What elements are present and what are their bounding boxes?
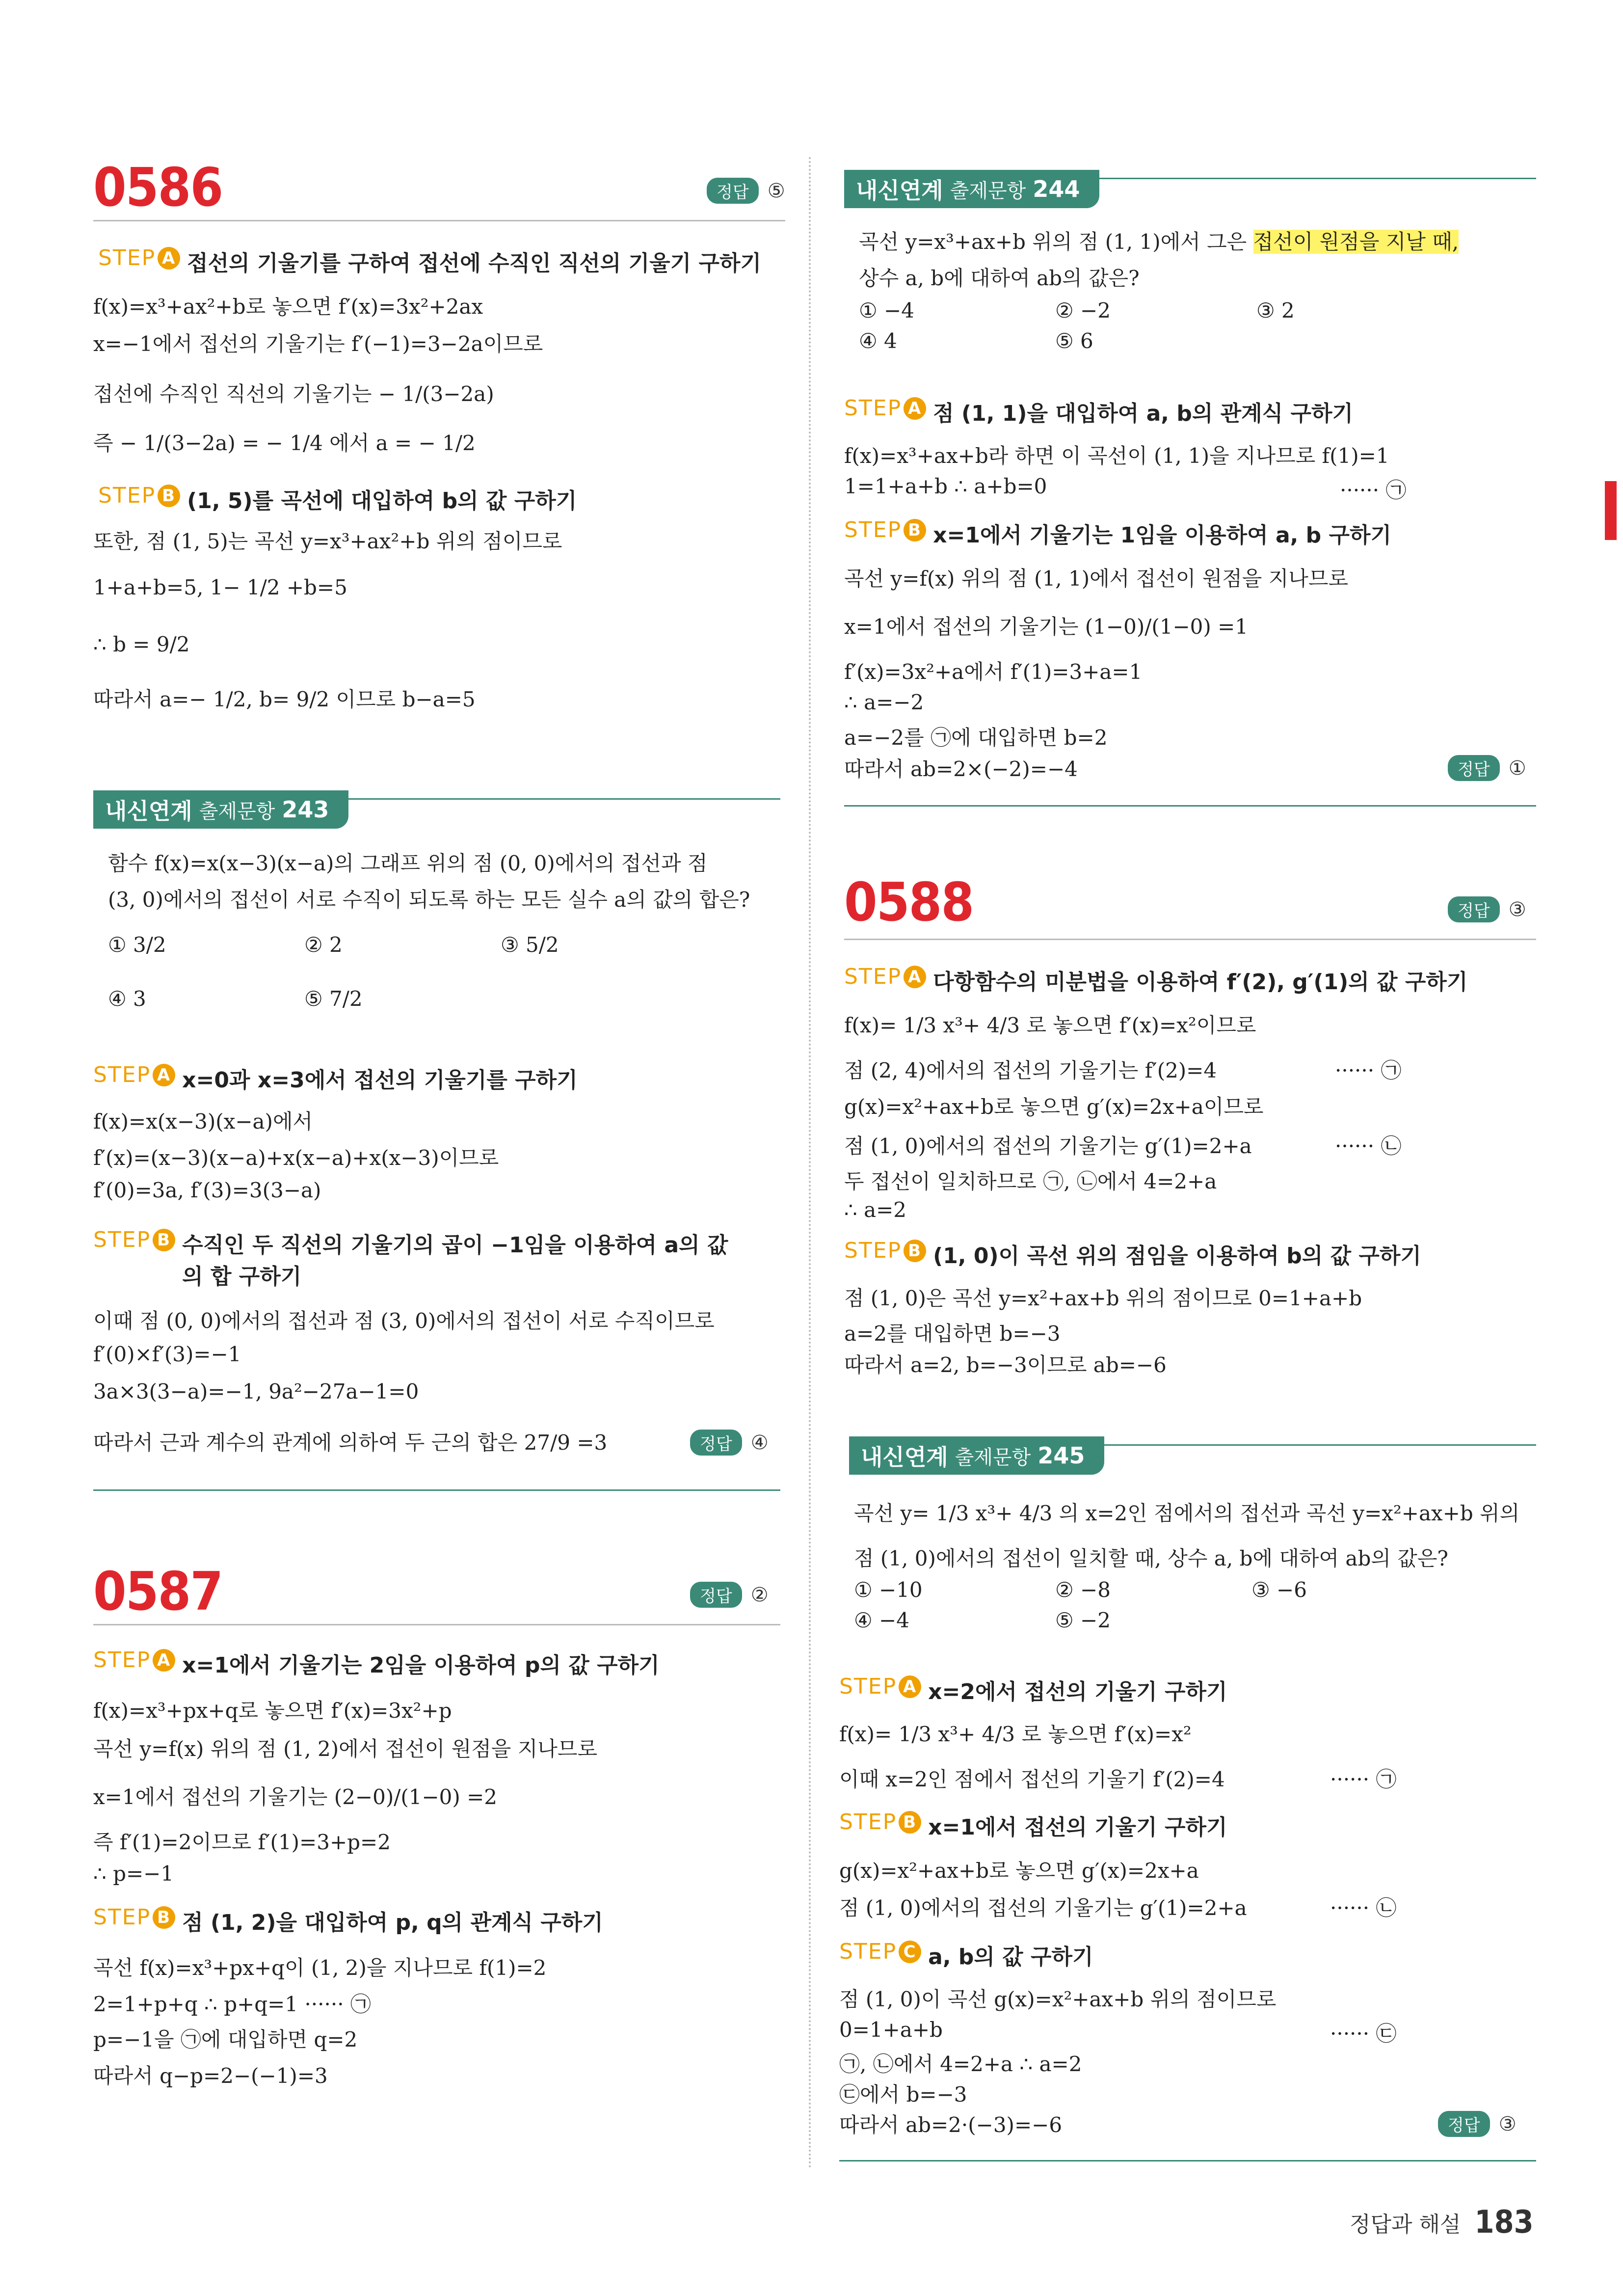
step-heading: STEP B (1, 5)를 곡선에 대입하여 b의 값 구하기	[98, 483, 577, 513]
step-heading: STEP B x=1에서 기울기는 1임을 이용하여 a, b 구하기	[844, 517, 1391, 548]
solution-line: 두 접선이 일치하므로 ㉠, ㉡에서 4=2+a	[844, 1169, 1217, 1193]
problem-text: 상수 a, b에 대하여 ab의 값은?	[859, 266, 1140, 290]
solution-line: 따라서 ab=2×(−2)=−4	[844, 757, 1078, 781]
solution-marker: ······ ㉠	[1330, 1767, 1397, 1791]
solution-line: 따라서 a=2, b=−3이므로 ab=−6	[844, 1353, 1167, 1377]
step-heading: STEP A x=2에서 접선의 기울기 구하기	[839, 1674, 1227, 1704]
choice: ③ −6	[1251, 1578, 1307, 1602]
section-rule	[93, 1624, 780, 1625]
choice: ⑤ 6	[1055, 329, 1093, 353]
solution-line: p=−1을 ㉠에 대입하면 q=2	[93, 2027, 358, 2052]
section-rule	[849, 1444, 1536, 1446]
solution-line: a=−2를 ㉠에 대입하면 b=2	[844, 726, 1108, 750]
choice: ⑤ −2	[1055, 1608, 1111, 1632]
solution-line: 곡선 y=f(x) 위의 점 (1, 2)에서 접선이 원점을 지나므로	[93, 1737, 598, 1761]
solution-line: 3a×3(3−a)=−1, 9a²−27a−1=0	[93, 1379, 419, 1404]
solution-line: 점 (1, 0)에서의 접선의 기울기는 g′(1)=2+a	[839, 1896, 1247, 1920]
solution-line: ∴ a=2	[844, 1198, 907, 1222]
solution-line: ∴ a=−2	[844, 690, 924, 714]
answer-tag: 정답	[707, 178, 759, 204]
section-rule	[844, 939, 1536, 940]
answer-badge: 정답 ④	[690, 1430, 769, 1456]
answer-value: ⑤	[767, 179, 785, 202]
solution-marker: ······ ㉡	[1335, 1134, 1402, 1158]
choice: ① −10	[854, 1578, 923, 1602]
answer-badge: 정답 ③	[1438, 2111, 1517, 2137]
section-rule	[93, 220, 785, 221]
answer-badge: 정답 ③	[1448, 896, 1526, 922]
choice: ③ 5/2	[501, 933, 559, 957]
section-rule	[93, 1489, 780, 1491]
solution-line: 곡선 y=f(x) 위의 점 (1, 1)에서 접선이 원점을 지나므로	[844, 567, 1349, 591]
solution-line: x=1에서 접선의 기울기는 (1−0)/(1−0) =1	[844, 615, 1249, 639]
solution-marker: ······ ㉠	[1340, 478, 1407, 502]
section-rule	[844, 178, 1536, 179]
solution-marker: ······ ㉠	[1335, 1058, 1402, 1082]
linked-problem-title: 내신연계 출제문항 244	[844, 170, 1099, 208]
problem-text: 함수 f(x)=x(x−3)(x−a)의 그래프 위의 점 (0, 0)에서의 접선과 점	[108, 851, 708, 875]
solution-line: 따라서 ab=2·(−3)=−6	[839, 2113, 1063, 2137]
solution-line: f(x)= 1/3 x³+ 4/3 로 놓으면 f′(x)=x²이므로	[844, 1013, 1256, 1037]
problem-number: 0587	[93, 1561, 223, 1622]
solution-line: 0=1+a+b	[839, 2018, 943, 2042]
section-rule	[844, 805, 1536, 807]
footer-label: 정답과 해설	[1350, 2212, 1461, 2237]
solution-line: 즉 f′(1)=2이므로 f′(1)=3+p=2	[93, 1830, 391, 1854]
solution-line: x=1에서 접선의 기울기는 (2−0)/(1−0) =2	[93, 1785, 498, 1809]
step-heading: STEP A x=1에서 기울기는 2임을 이용하여 p의 값 구하기	[93, 1648, 660, 1678]
choice: ② −8	[1055, 1578, 1111, 1602]
solution-line: 점 (2, 4)에서의 접선의 기울기는 f′(2)=4	[844, 1058, 1217, 1082]
solution-line: 점 (1, 0)이 곡선 g(x)=x²+ax+b 위의 점이므로	[839, 1987, 1277, 2011]
problem-text: 곡선 y= 1/3 x³+ 4/3 의 x=2인 점에서의 접선과 곡선 y=x²+ax+b 위의	[854, 1501, 1520, 1525]
section-rule	[839, 2160, 1536, 2161]
step-heading: STEP B x=1에서 접선의 기울기 구하기	[839, 1810, 1227, 1840]
problem-text: (3, 0)에서의 접선이 서로 수직이 되도록 하는 모든 실수 a의 값의 합은?	[108, 888, 750, 912]
solution-line: x=−1에서 접선의 기울기는 f′(−1)=3−2a이므로	[93, 332, 543, 356]
solution-line: f′(x)=3x²+a에서 f′(1)=3+a=1	[844, 660, 1143, 684]
solution-marker: ······ ㉡	[1330, 1896, 1397, 1920]
page-number: 183	[1474, 2204, 1534, 2241]
solution-line: ㉠, ㉡에서 4=2+a ∴ a=2	[839, 2052, 1082, 2076]
choice: ④ −4	[854, 1608, 909, 1632]
solution-line: 따라서 a=− 1/2, b= 9/2 이므로 b−a=5	[93, 687, 476, 711]
solution-line: 즉 − 1/(3−2a) = − 1/4 에서 a = − 1/2	[93, 431, 476, 455]
solution-line: 1=1+a+b ∴ a+b=0	[844, 474, 1047, 498]
problem-number: 0588	[844, 872, 974, 933]
answer-badge: 정답 ②	[690, 1582, 769, 1608]
problem-number: 0586	[93, 157, 223, 218]
solution-line: a=2를 대입하면 b=−3	[844, 1322, 1061, 1346]
solution-line: 점 (1, 0)에서의 접선의 기울기는 g′(1)=2+a	[844, 1134, 1252, 1158]
solution-line: 이때 x=2인 점에서 접선의 기울기 f′(2)=4	[839, 1767, 1225, 1791]
answer-badge: 정답 ①	[1448, 755, 1526, 781]
choice: ② 2	[304, 933, 343, 957]
step-heading: STEP C a, b의 값 구하기	[839, 1939, 1093, 1970]
step-heading: STEP A 접선의 기울기를 구하여 접선에 수직인 직선의 기울기 구하기	[98, 245, 761, 276]
choice: ⑤ 7/2	[304, 987, 363, 1011]
step-heading: STEP A x=0과 x=3에서 접선의 기울기를 구하기	[93, 1062, 578, 1093]
solution-line: ∴ b = 9/2	[93, 632, 190, 656]
choice: ④ 4	[859, 329, 897, 353]
highlight: 접선이 원점을 지날 때,	[1253, 230, 1459, 254]
section-rule	[93, 798, 780, 800]
solution-line: 2=1+p+q ∴ p+q=1 ······ ㉠	[93, 1992, 371, 2016]
column-divider	[809, 157, 811, 2170]
solution-marker: ······ ㉢	[1330, 2022, 1397, 2046]
problem-text: 곡선 y=x³+ax+b 위의 점 (1, 1)에서 그은 접선이 원점을 지날 때,	[859, 230, 1459, 254]
solution-line: 곡선 f(x)=x³+px+q이 (1, 2)을 지나므로 f(1)=2	[93, 1956, 547, 1980]
choice: ② −2	[1055, 298, 1111, 323]
choice: ③ 2	[1256, 298, 1295, 323]
solution-line: f′(x)=(x−3)(x−a)+x(x−a)+x(x−3)이므로	[93, 1146, 499, 1170]
solution-line: f′(0)×f′(3)=−1	[93, 1342, 241, 1366]
solution-line: ㉢에서 b=−3	[839, 2082, 967, 2107]
step-heading: STEP B (1, 0)이 곡선 위의 점임을 이용하여 b의 값 구하기	[844, 1238, 1421, 1269]
solution-line: f(x)= 1/3 x³+ 4/3 로 놓으면 f′(x)=x²	[839, 1722, 1192, 1746]
solution-line: 따라서 근과 계수의 관계에 의하여 두 근의 합은 27/9 =3	[93, 1431, 608, 1455]
linked-problem-title: 내신연계 출제문항 243	[93, 790, 348, 829]
step-heading: STEP A 점 (1, 1)을 대입하여 a, b의 관계식 구하기	[844, 396, 1353, 426]
solution-line: f′(0)=3a, f′(3)=3(3−a)	[93, 1178, 321, 1202]
step-heading: STEP B 수직인 두 직선의 기울기의 곱이 −1임을 이용하여 a의 값의 합 구하기	[93, 1227, 728, 1289]
solution-line: 접선에 수직인 직선의 기울기는 − 1/(3−2a)	[93, 382, 494, 406]
page-footer	[1350, 2204, 1534, 2241]
choice: ① 3/2	[108, 933, 166, 957]
solution-line: g(x)=x²+ax+b로 놓으면 g′(x)=2x+a	[839, 1859, 1199, 1883]
solution-line: f(x)=x³+ax+b라 하면 이 곡선이 (1, 1)을 지나므로 f(1)=1	[844, 444, 1389, 468]
solution-line: f(x)=x(x−3)(x−a)에서	[93, 1109, 313, 1134]
solution-line: f(x)=x³+px+q로 놓으면 f′(x)=3x²+p	[93, 1699, 452, 1723]
step-heading: STEP B 점 (1, 2)을 대입하여 p, q의 관계식 구하기	[93, 1905, 603, 1935]
solution-line: g(x)=x²+ax+b로 놓으면 g′(x)=2x+a이므로	[844, 1095, 1264, 1119]
linked-problem-title: 내신연계 출제문항 245	[849, 1436, 1104, 1475]
answer-badge	[707, 178, 785, 204]
solution-line: ∴ p=−1	[93, 1862, 174, 1886]
problem-text: 점 (1, 0)에서의 접선이 일치할 때, 상수 a, b에 대하여 ab의 값은?	[854, 1546, 1448, 1570]
solution-line: 따라서 q−p=2−(−1)=3	[93, 2064, 328, 2088]
solution-line: 1+a+b=5, 1− 1/2 +b=5	[93, 575, 347, 599]
solution-line: 이때 점 (0, 0)에서의 접선과 점 (3, 0)에서의 접선이 서로 수직이므로	[93, 1309, 715, 1333]
choice: ④ 3	[108, 987, 146, 1011]
solution-line: 또한, 점 (1, 5)는 곡선 y=x³+ax²+b 위의 점이므로	[93, 529, 562, 553]
solution-line: f(x)=x³+ax²+b로 놓으면 f′(x)=3x²+2ax	[93, 295, 483, 319]
solution-line: 점 (1, 0)은 곡선 y=x²+ax+b 위의 점이므로 0=1+a+b	[844, 1286, 1362, 1310]
step-heading: STEP A 다항함수의 미분법을 이용하여 f′(2), g′(1)의 값 구하기	[844, 964, 1468, 995]
choice: ① −4	[859, 298, 914, 323]
side-tab-marker	[1605, 481, 1617, 540]
